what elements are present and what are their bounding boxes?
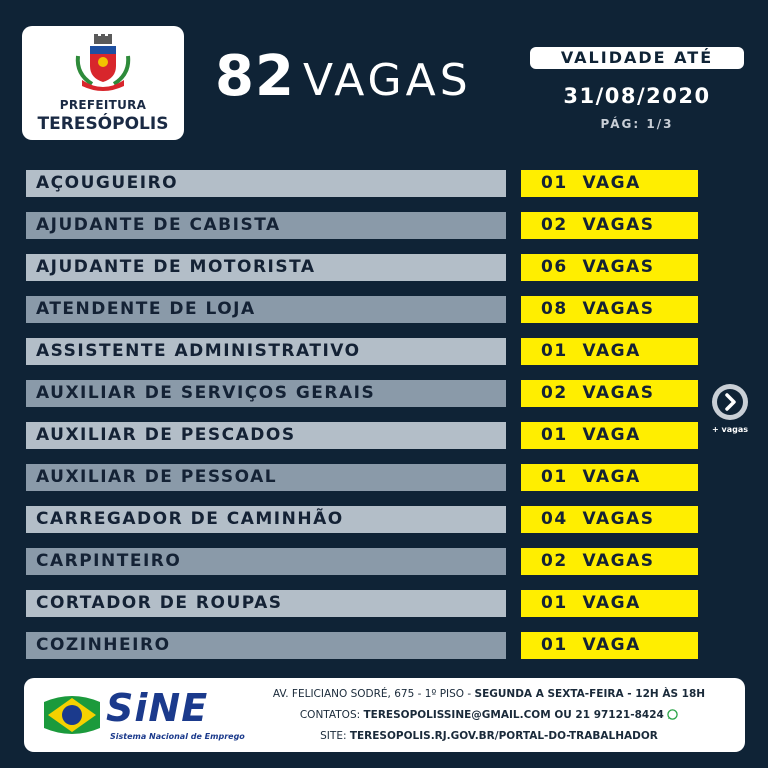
job-title: AJUDANTE DE CABISTA <box>26 212 506 239</box>
chevron-right-icon <box>712 384 748 420</box>
job-row <box>26 506 698 533</box>
footer-site-line <box>244 730 734 742</box>
more-vacancies-label: + vagas <box>712 425 748 434</box>
job-title: CARPINTEIRO <box>26 548 506 575</box>
sine-brand: SiNE <box>106 686 209 730</box>
footer-contacts-label: CONTATOS: <box>299 709 364 721</box>
page-indicator: PÁG: 1/3 <box>600 117 674 131</box>
vacancy-headline <box>215 44 515 114</box>
footer-card <box>24 678 745 752</box>
job-row <box>26 548 698 575</box>
job-vacancy-count: 02 VAGAS <box>521 548 698 575</box>
logo-title-top: PREFEITURA <box>59 98 147 112</box>
job-vacancy-count: 02 VAGAS <box>521 380 698 407</box>
job-title: CORTADOR DE ROUPAS <box>26 590 506 617</box>
job-vacancy-count: 01 VAGA <box>521 464 698 491</box>
job-title: CARREGADOR DE CAMINHÃO <box>26 506 506 533</box>
job-vacancy-count: 04 VAGAS <box>521 506 698 533</box>
job-title: ATENDENTE DE LOJA <box>26 296 506 323</box>
footer-address: AV. FELICIANO SODRÉ, 675 - 1º PISO - <box>272 688 475 700</box>
job-row <box>26 632 698 659</box>
whatsapp-icon <box>667 709 678 720</box>
validity-date: 31/08/2020 <box>563 84 711 108</box>
job-title: AUXILIAR DE PESCADOS <box>26 422 506 449</box>
teresopolis-crest-icon <box>72 34 134 96</box>
brazil-flag-icon <box>42 692 102 738</box>
job-vacancy-count: 08 VAGAS <box>521 296 698 323</box>
vacancy-word: VAGAS <box>302 55 472 106</box>
job-row <box>26 380 698 407</box>
sine-subtitle: Sistema Nacional de Emprego <box>110 732 245 741</box>
job-row <box>26 590 698 617</box>
job-row <box>26 422 698 449</box>
job-title: AJUDANTE DE MOTORISTA <box>26 254 506 281</box>
job-title: AUXILIAR DE SERVIÇOS GERAIS <box>26 380 506 407</box>
footer-site-label: SITE: <box>320 730 350 742</box>
job-vacancy-count: 06 VAGAS <box>521 254 698 281</box>
validity-label: VALIDADE ATÉ <box>530 47 744 69</box>
job-vacancy-count: 01 VAGA <box>521 632 698 659</box>
job-row <box>26 170 698 197</box>
job-title: AÇOUGUEIRO <box>26 170 506 197</box>
job-row <box>26 464 698 491</box>
job-row <box>26 254 698 281</box>
vacancy-total: 82 <box>215 44 295 109</box>
job-title: COZINHEIRO <box>26 632 506 659</box>
next-page-button[interactable] <box>712 384 748 420</box>
logo-title-name: TERESÓPOLIS <box>37 114 169 134</box>
job-title: AUXILIAR DE PESSOAL <box>26 464 506 491</box>
prefeitura-logo-card <box>22 26 184 140</box>
job-row <box>26 212 698 239</box>
job-vacancy-count: 02 VAGAS <box>521 212 698 239</box>
footer-hours: SEGUNDA A SEXTA-FEIRA - 12H ÀS 18H <box>474 688 706 700</box>
footer-contacts-value[interactable]: TERESOPOLISSINE@GMAIL.COM OU 21 97121-8424 <box>363 709 664 721</box>
footer-address-line <box>244 688 734 700</box>
job-vacancy-count: 01 VAGA <box>521 422 698 449</box>
footer-contacts-line <box>244 709 734 721</box>
job-row <box>26 338 698 365</box>
job-title: ASSISTENTE ADMINISTRATIVO <box>26 338 506 365</box>
footer-site-value[interactable]: TERESOPOLIS.RJ.GOV.BR/PORTAL-DO-TRABALHADOR <box>349 730 658 742</box>
job-vacancy-count: 01 VAGA <box>521 590 698 617</box>
job-vacancy-count: 01 VAGA <box>521 338 698 365</box>
job-row <box>26 296 698 323</box>
job-vacancy-count: 01 VAGA <box>521 170 698 197</box>
